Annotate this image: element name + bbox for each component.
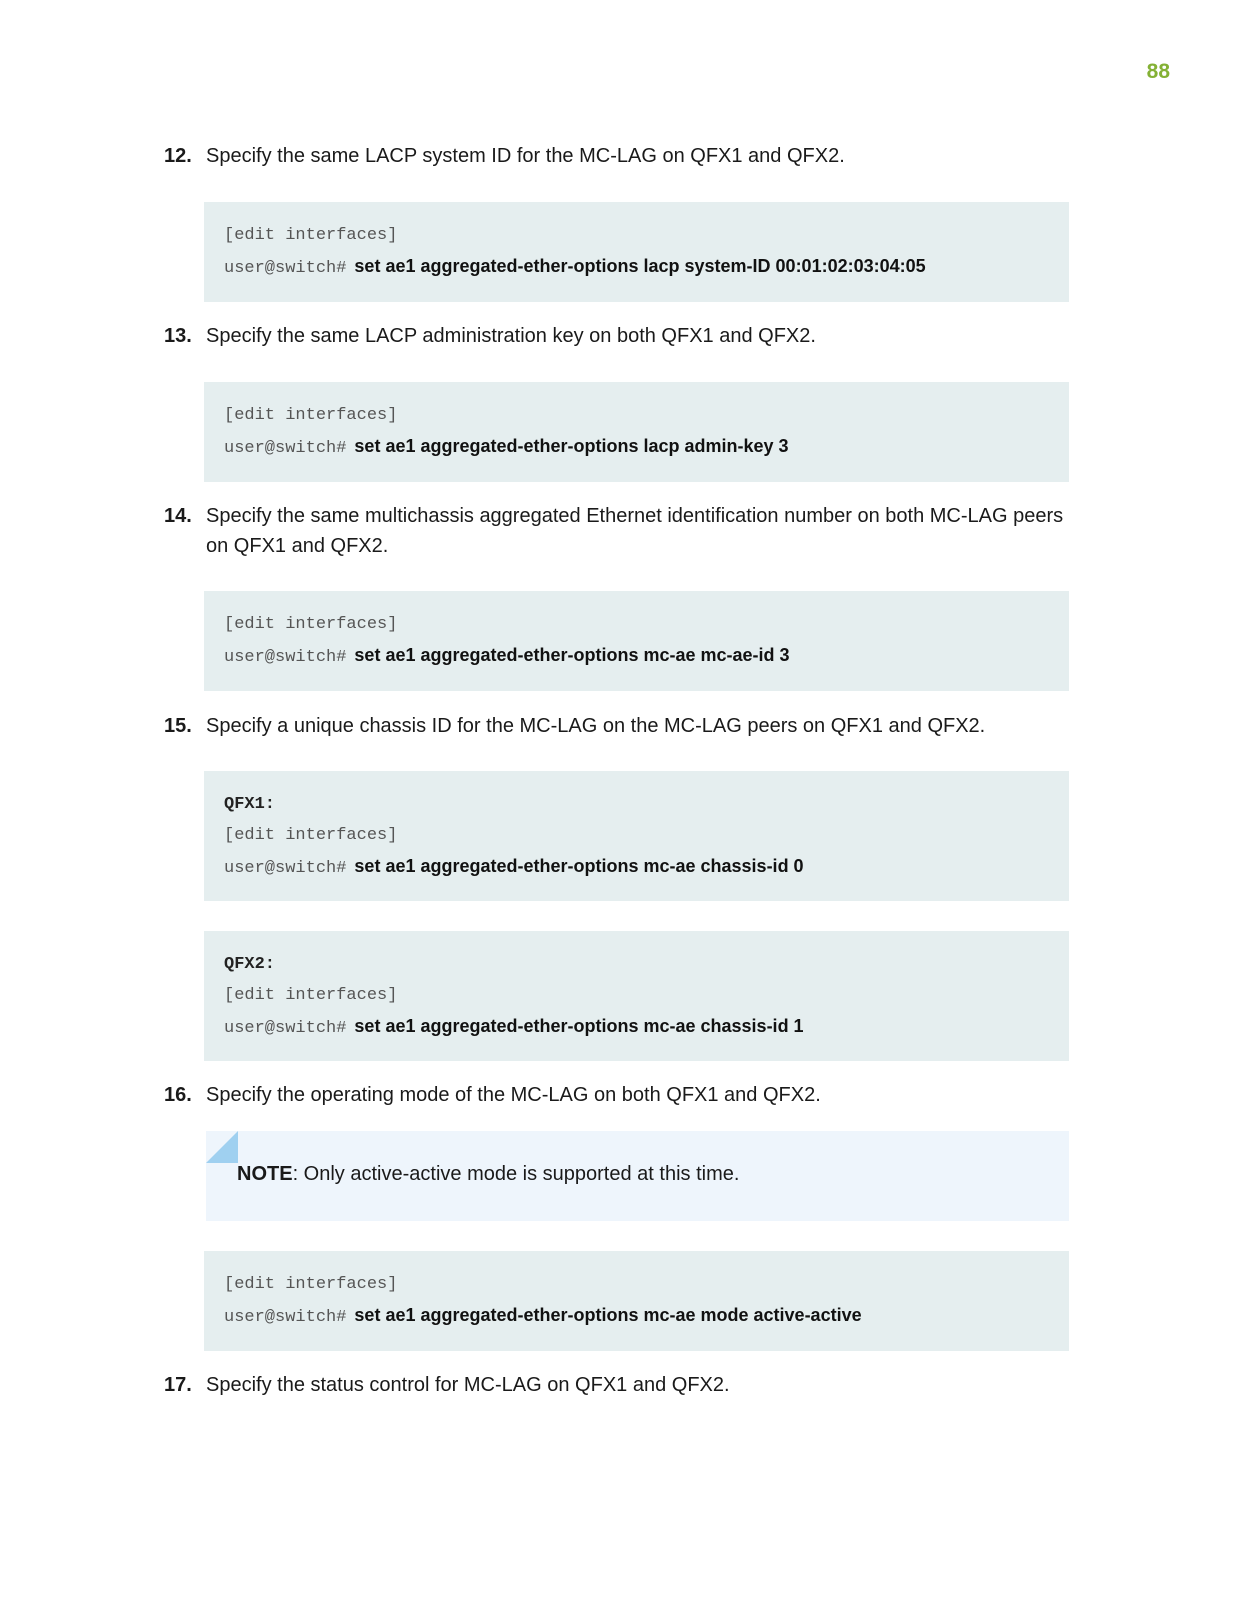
cli-prompt: user@switch# xyxy=(224,648,347,667)
device-label: QFX1: xyxy=(224,795,276,814)
code-context: [edit interfaces] xyxy=(224,1275,398,1294)
device-label: QFX2: xyxy=(224,955,276,974)
step-text: Specify the same multichassis aggregated Ethernet identification number on both MC-LAG peers on QFX1 and QFX2. xyxy=(206,505,1064,557)
step-16 xyxy=(164,1080,1070,1110)
cli-prompt: user@switch# xyxy=(224,259,347,278)
step-15 xyxy=(164,711,1070,741)
code-block-step-12 xyxy=(204,202,1069,302)
code-context: [edit interfaces] xyxy=(224,826,398,845)
code-block-step-13 xyxy=(204,382,1069,482)
step-text: Specify the same LACP system ID for the MC-LAG on QFX1 and QFX2. xyxy=(206,145,845,167)
note-body: : Only active-active mode is supported at this time. xyxy=(292,1163,740,1185)
page-number: 88 xyxy=(1146,60,1170,83)
cli-command: set ae1 aggregated-ether-options mc-ae mode active-active xyxy=(354,1305,862,1325)
step-17 xyxy=(164,1370,1070,1400)
cli-command: set ae1 aggregated-ether-options mc-ae mc-ae-id 3 xyxy=(354,645,790,665)
cli-command: set ae1 aggregated-ether-options mc-ae chassis-id 0 xyxy=(354,856,804,876)
step-12 xyxy=(164,141,1070,171)
cli-prompt: user@switch# xyxy=(224,1308,347,1327)
step-number: 15. xyxy=(164,715,192,737)
step-text: Specify the same LACP administration key on both QFX1 and QFX2. xyxy=(206,325,816,347)
code-context: [edit interfaces] xyxy=(224,226,398,245)
step-number: 17. xyxy=(164,1374,192,1396)
cli-prompt: user@switch# xyxy=(224,439,347,458)
cli-command: set ae1 aggregated-ether-options lacp system-ID 00:01:02:03:04:05 xyxy=(354,256,926,276)
step-number: 14. xyxy=(164,505,192,527)
note-text xyxy=(237,1159,739,1189)
step-text: Specify the status control for MC-LAG on QFX1 and QFX2. xyxy=(206,1374,730,1396)
note-corner-icon xyxy=(206,1131,238,1163)
code-block-qfx1 xyxy=(204,771,1069,901)
code-context: [edit interfaces] xyxy=(224,615,398,634)
step-text: Specify a unique chassis ID for the MC-LAG on the MC-LAG peers on QFX1 and QFX2. xyxy=(206,715,986,737)
step-13 xyxy=(164,321,1070,351)
note-label: NOTE xyxy=(237,1163,293,1185)
step-number: 13. xyxy=(164,325,192,347)
cli-prompt: user@switch# xyxy=(224,1019,347,1038)
note-callout xyxy=(206,1131,1069,1221)
step-number: 16. xyxy=(164,1084,192,1106)
cli-prompt: user@switch# xyxy=(224,859,347,878)
step-number: 12. xyxy=(164,145,192,167)
cli-command: set ae1 aggregated-ether-options mc-ae chassis-id 1 xyxy=(354,1016,804,1036)
code-block-step-14 xyxy=(204,591,1069,691)
code-block-qfx2 xyxy=(204,931,1069,1061)
cli-command: set ae1 aggregated-ether-options lacp admin-key 3 xyxy=(354,436,789,456)
code-block-step-16 xyxy=(204,1251,1069,1351)
code-context: [edit interfaces] xyxy=(224,406,398,425)
step-text: Specify the operating mode of the MC-LAG on both QFX1 and QFX2. xyxy=(206,1084,821,1106)
code-context: [edit interfaces] xyxy=(224,986,398,1005)
step-14 xyxy=(164,501,1070,561)
